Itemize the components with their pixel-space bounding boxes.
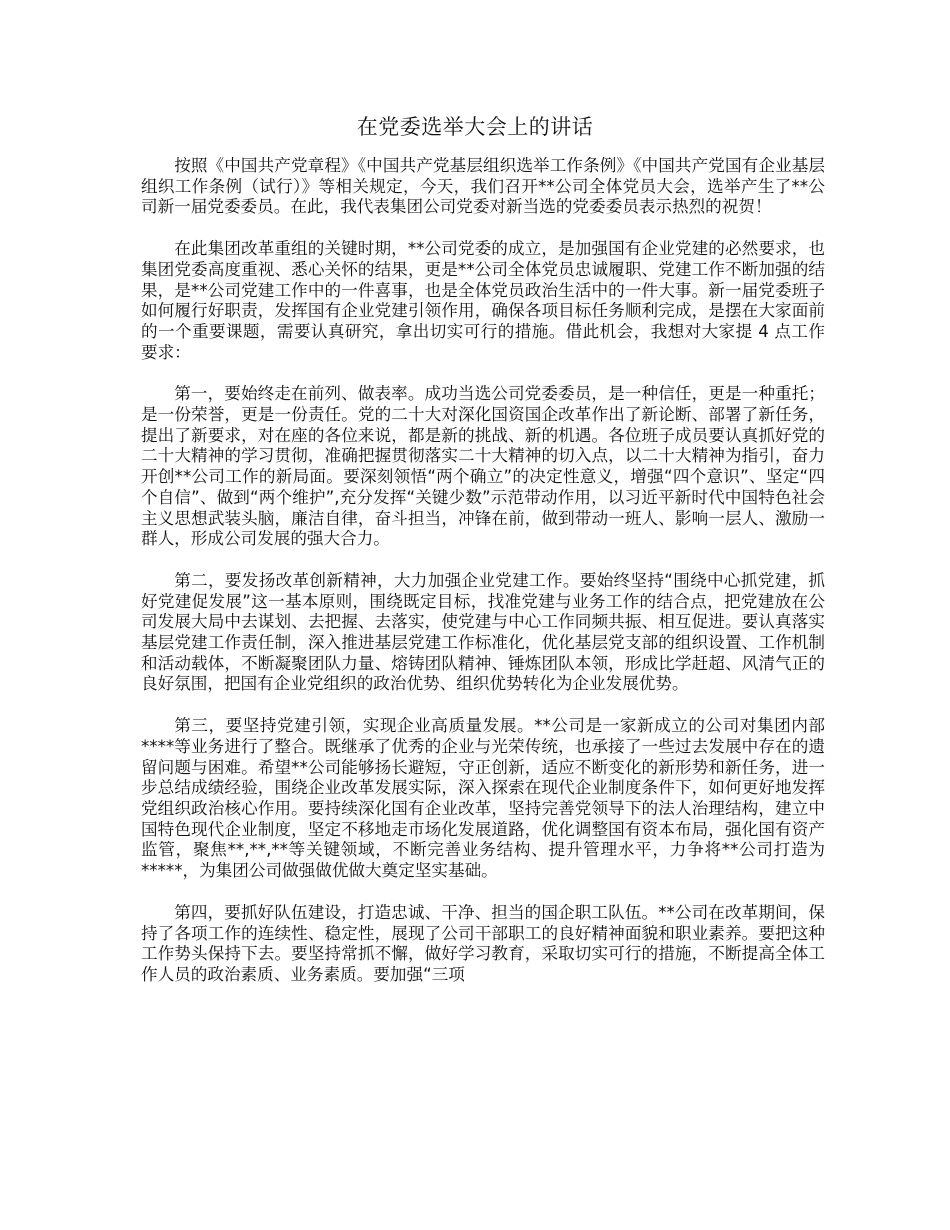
- paragraph-intro: 按照《中国共产党章程》《中国共产党基层组织选举工作条例》《中国共产党国有企业基层组织工作条例（试行）》等相关规定，今天，我们召开**公司全体党员大会，选举产生了**公司新一届党委委员。在此，我代表集团公司党委对新当选的党委委员表示热烈的祝贺！: [141, 156, 825, 217]
- document-body: [141, 156, 825, 1007]
- paragraph-requirement-2: 第二，要发扬改革创新精神，大力加强企业党建工作。要始终坚持“围绕中心抓党建，抓好党建促发展”这一基本原则，围绕既定目标，找准党建与业务工作的结合点，把党建放在公司发展大局中去谋划、去把握、去落实，使党建与中心工作同频共振、相互促进。要认真落实基层党建工作责任制，深入推进基层党建工作标准化，优化基层党支部的组织设置、工作机制和活动载体，不断凝聚团队力量、熔铸团队精神、锤炼团队本领，形成比学赶超、风清气正的良好氛围，把国有企业党组织的政治优势、组织优势转化为企业发展优势。: [141, 570, 825, 694]
- paragraph-requirement-4: 第四，要抓好队伍建设，打造忠诚、干净、担当的国企职工队伍。**公司在改革期间，保持了各项工作的连续性、稳定性，展现了公司干部职工的良好精神面貌和职业素养。要把这种工作势头保持下去。要坚持常抓不懈，做好学习教育，采取切实可行的措施，不断提高全体工作人员的政治素质、业务素质。要加强“三项: [141, 902, 825, 984]
- page-title: 在党委选举大会上的讲话: [356, 115, 594, 139]
- paragraph-background: 在此集团改革重组的关键时期，**公司党委的成立，是加强国有企业党建的必然要求，也集团党委高度重视、悉心关怀的结果，更是**公司全体党员忠诚履职、党建工作不断加强的结果，是**公司党建工作中的一件喜事，也是全体党员政治生活中的一件大事。新一届党委班子如何履行好职责，发挥国有企业党建引领作用，确保各项目标任务顺利完成，是摆在大家面前的一个重要课题，需要认真研究，拿出切实可行的措施。借此机会，我想对大家提 4 点工作要求：: [141, 239, 825, 362]
- paragraph-requirement-3: 第三，要坚持党建引领，实现企业高质量发展。**公司是一家新成立的公司对集团内部****等业务进行了整合。既继承了优秀的企业与光荣传统，也承接了一些过去发展中存在的遗留问题与困难。希望**公司能够扬长避短，守正创新，适应不断变化的新形势和新任务，进一步总结成绩经验，围绕企业改革发展实际，深入探索在现代企业制度条件下，如何更好地发挥党组织政治核心作用。要持续深化国有企业改革，坚持完善党领导下的法人治理结构，建立中国特色现代企业制度，坚定不移地走市场化发展道路，优化调整国有资本布局，强化国有资产监管，聚焦**,**,**等关键领域，不断完善业务结构、提升管理水平，力争将**公司打造为*****，为集团公司做强做优做大奠定坚实基础。: [141, 716, 825, 881]
- paragraph-requirement-1: 第一，要始终走在前列、做表率。成功当选公司党委委员，是一种信任，更是一种重托；是一份荣誉，更是一份责任。党的二十大对深化国资国企改革作出了新论断、部署了新任务，提出了新要求，对在座的各位来说，都是新的挑战、新的机遇。各位班子成员要认真抓好党的二十大精神的学习贯彻，准确把握贯彻落实二十大精神的切入点，以二十大精神为指引，奋力开创**公司工作的新局面。要深刻领悟“两个确立”的决定性意义，增强“四个意识”、坚定“四个自信”、做到“两个维护”,充分发挥“关键少数”示范带动作用，以习近平新时代中国特色社会主义思想武装头脑，廉洁自律，奋斗担当，冲锋在前，做到带动一班人、影响一层人、激励一群人，形成公司发展的强大合力。: [141, 384, 825, 549]
